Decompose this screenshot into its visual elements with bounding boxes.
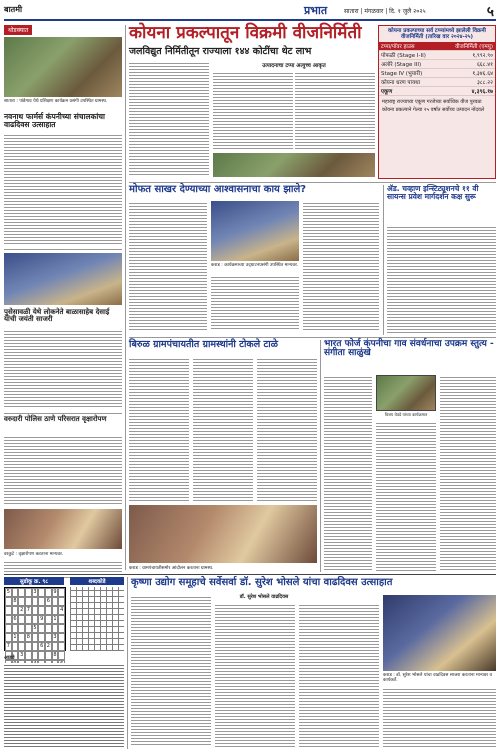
bottom-photo-caption: कराड : डॉ. सुरेश भोसले यांचा वाढदिवस साजरा करताना मान्यवर व कार्यकर्ते.	[383, 673, 493, 683]
sudoku-cell: 7	[26, 607, 30, 613]
main-article-col-2	[213, 71, 293, 151]
sudoku-cell	[12, 588, 19, 597]
sudoku-cell	[45, 588, 52, 597]
bottom-mid-caption: कराड : ग्रामपंचायतीसमोर आंदोलन करताना ग्रामस्थ.	[129, 566, 214, 571]
stats-row-label: अलोरे (Stage III)	[379, 60, 442, 69]
sudoku-cell: 8	[13, 598, 17, 604]
sudoku-cell	[58, 642, 65, 651]
sudoku-cell: 8	[26, 634, 30, 640]
sudoku-cell	[45, 633, 52, 642]
stats-row-value: ६६८.४१	[442, 60, 496, 69]
main-headline: कोयना प्रकल्पातून विक्रमी वीजनिर्मिती	[129, 23, 362, 43]
stats-row-value: ३८८.२२	[442, 78, 496, 87]
left-photo-3	[4, 509, 122, 549]
table-row	[379, 69, 495, 78]
left-headline-3: वरुदारी पोलिस ठाणे परिसरात वृक्षारोपण	[4, 415, 107, 423]
section-label: बातमी	[4, 5, 23, 14]
table-row	[379, 60, 495, 69]
sudoku-cell	[5, 615, 12, 624]
sudoku-cell	[25, 597, 32, 606]
masthead	[4, 3, 496, 21]
sudoku-cell	[38, 624, 45, 633]
sudoku-cell	[45, 624, 52, 633]
sudoku-cell: 2	[20, 607, 24, 613]
sudoku-cell	[38, 633, 45, 642]
bottom-mid-photo	[129, 505, 317, 563]
sudoku-cell: 3	[53, 634, 57, 640]
sudoku-cell: 6	[40, 643, 44, 649]
mid-article-col-1	[129, 201, 207, 331]
stats-row-value: १,९९२.९०	[442, 51, 496, 60]
sudoku-cell	[5, 606, 12, 615]
table-row	[379, 51, 495, 60]
bottom-headline: कृष्णा उद्योग समूहाचे सर्वेसर्वा डॉ. सुरेश भोसले यांचा वाढदिवस उत्साहात	[131, 577, 393, 588]
stats-box	[378, 25, 496, 179]
sudoku-cell	[18, 588, 25, 597]
stats-note-2: कोयना प्रकल्पाने गेल्या २५ वर्षांत सर्वोच्च उत्पादन नोंदवले	[382, 107, 485, 113]
stats-row-value: ४,३९६.१७	[442, 87, 496, 96]
main-kicker: उत्पादनाचा टप्पा अत्युच्च आकृत	[262, 63, 326, 69]
sudoku-cell: 8	[53, 652, 57, 658]
dam-photo	[213, 153, 375, 177]
bottom-mid-article-2	[193, 357, 253, 502]
sudoku-cell	[52, 642, 59, 651]
left-article-1	[4, 133, 122, 245]
table-row	[379, 87, 495, 96]
sudoku-cell	[32, 615, 39, 624]
left-photo	[4, 37, 122, 97]
stats-title: कोयना प्रकल्पाच्या सर्व टप्प्यांमध्ये झालेली विक्रमी वीजनिर्मिती (तारिख वार २०२४-२५)	[388, 28, 486, 40]
sudoku-cell	[12, 624, 19, 633]
sudoku-cell: 2	[46, 643, 50, 649]
right-mid-article	[387, 225, 496, 333]
page-number: ५	[486, 4, 494, 20]
sudoku-cell	[18, 624, 25, 633]
sudoku-cell	[58, 624, 65, 633]
sudoku-cell: 1	[13, 634, 17, 640]
bottom-mid-article-3	[257, 357, 317, 502]
mid-photo-caption: कराड : कार्यक्रमाच्या उद्‌घाटनप्रसंगी उपस्थित मान्यवर.	[211, 263, 299, 268]
sudoku-cell	[18, 633, 25, 642]
sudoku-cell	[58, 615, 65, 624]
stats-row-label: कोयना धरण पायथा	[379, 78, 442, 87]
bottom-article-col-3	[299, 603, 379, 747]
bottom-article-col-4	[383, 687, 496, 747]
mid-headline: मोफत साखर देण्याच्या आश्वासनाचा काय झाले?	[129, 184, 307, 195]
bottom-right-headline: भारत फोर्ज कंपनीचा गाव संवर्धनाचा उपक्रम स्तुत्य - संगीता साळुंखे	[324, 339, 494, 359]
sudoku-cell: 9	[40, 616, 44, 622]
sudoku-cell: 5	[6, 589, 10, 595]
left-article-3	[4, 435, 122, 505]
sudoku-cell	[25, 642, 32, 651]
left-headline-1: नवनाथ फार्मर्स कंपनीच्या संचालकांचा वाढदिवस उत्साहात	[4, 112, 105, 129]
bottom-right-article-3	[440, 375, 496, 571]
bottom-photo	[383, 595, 496, 671]
sudoku-cell	[38, 588, 45, 597]
sudoku-cell	[25, 615, 32, 624]
sudoku-cell	[12, 606, 19, 615]
sudoku-cell: 3	[33, 589, 37, 595]
sudoku-cell: 3	[20, 652, 24, 658]
mid-photo	[211, 201, 299, 261]
mid-article-col-3	[303, 201, 379, 331]
sudoku-cell	[12, 642, 19, 651]
table-row	[379, 78, 495, 87]
sudoku-cell: 9	[53, 589, 57, 595]
sudoku-title: सुडोकू क्र. ९८	[4, 577, 64, 585]
sudoku-cell: 6	[13, 616, 17, 622]
stats-row-label: Stage IV (भुयारी)	[379, 69, 442, 78]
stats-row-label: पोफळी (Stage I-II)	[379, 51, 442, 60]
right-mid-headline: ॲड. चव्हाण इन्स्टिट्यूशनचे ११ वी सायन्स प्रवेश मार्गदर्शन कक्ष सुरू	[387, 184, 479, 201]
inset-caption: विजय घेवडे यांच्या कार्यक्रमात	[384, 412, 428, 417]
bottom-article-col-1	[131, 595, 211, 747]
left-photo-2	[4, 253, 122, 305]
sudoku-cell: 5	[33, 625, 37, 631]
main-subheadline: जलविद्युत निर्मितीतून राज्याला १४४ कोटींचा थेट लाभ	[129, 46, 312, 57]
sudoku-cell	[32, 606, 39, 615]
sudoku-cell	[52, 597, 59, 606]
stats-row-value: १,३४६.६४	[442, 69, 496, 78]
stats-note-1: महाराष्ट्र राज्याच्या एकूण गरजेच्या सर्वाधिक वीज पुरवठा	[382, 99, 482, 105]
sudoku-cell	[58, 597, 65, 606]
crossword-clues-heading: आडवे	[4, 655, 15, 661]
main-article-col-1	[129, 61, 209, 177]
sudoku-cell	[52, 624, 59, 633]
left-headline-2: पुसेसावळी येथे लोकनेते बाळासाहेब देसाई यांची जयंती साजरी	[4, 308, 110, 324]
sudoku-cell	[18, 615, 25, 624]
bottom-right-article-1	[324, 375, 372, 571]
sudoku-cell	[52, 606, 59, 615]
newspaper-page	[4, 3, 496, 751]
sudoku-cell	[18, 642, 25, 651]
inset-photo	[376, 375, 436, 411]
crossword-clues	[4, 663, 124, 747]
sudoku-cell	[32, 597, 39, 606]
left-photo-caption: सातारा : पांडेगाव येथे प्रशिक्षण कार्यक्रम प्रसंगी उपस्थित ग्रामस्थ.	[4, 99, 108, 104]
bottom-kicker: डॉ. सुरेश भोसले वाढदिवस	[239, 594, 289, 600]
sudoku-cell	[58, 588, 65, 597]
sudoku-cell	[38, 606, 45, 615]
sudoku-cell	[5, 624, 12, 633]
crossword-grid	[70, 587, 124, 651]
bottom-mid-headline: बिरुळ ग्रामपंचायतीत ग्रामस्थांनी टोकले टाळे	[129, 339, 278, 350]
sudoku-cell: 1	[53, 616, 57, 622]
issue-date: सातारा | मंगळवार | दि. १ जुलै २०२५	[344, 8, 426, 15]
sudoku-cell	[32, 642, 39, 651]
sudoku-cell: 4	[60, 607, 64, 613]
stats-col-b: वीजनिर्मिती (एमयु)	[442, 42, 496, 51]
sudoku-cell	[25, 588, 32, 597]
stats-col-a: टप्पा/पॉवर हाउस	[379, 42, 442, 51]
sudoku-cell	[45, 615, 52, 624]
brand-logo: प्रभात	[304, 4, 328, 17]
sudoku-cell: 7	[6, 643, 10, 649]
sudoku-cell	[38, 597, 45, 606]
stats-row-label: एकूण	[379, 87, 442, 96]
main-article-col-3	[295, 71, 375, 151]
section-tag: थोडक्यात	[4, 25, 32, 35]
sudoku-cell	[5, 597, 12, 606]
bottom-right-article-2	[376, 421, 436, 571]
sudoku-cell	[45, 606, 52, 615]
bottom-mid-article-1	[129, 357, 189, 502]
bottom-article-col-2	[215, 603, 295, 747]
crossword-title: शब्दकोडे	[70, 577, 124, 585]
sudoku-cell	[32, 633, 39, 642]
sudoku-cell	[18, 597, 25, 606]
stats-table	[379, 42, 495, 96]
sudoku-cell	[25, 624, 32, 633]
mid-article-col-2	[211, 275, 299, 331]
left-article-2	[4, 329, 122, 409]
left-caption-2: वरकुटे : वृक्षारोपण करताना मान्यवर.	[4, 552, 64, 557]
sudoku-cell	[5, 633, 12, 642]
sudoku-cell: 6	[46, 598, 50, 604]
sudoku-cell	[58, 633, 65, 642]
